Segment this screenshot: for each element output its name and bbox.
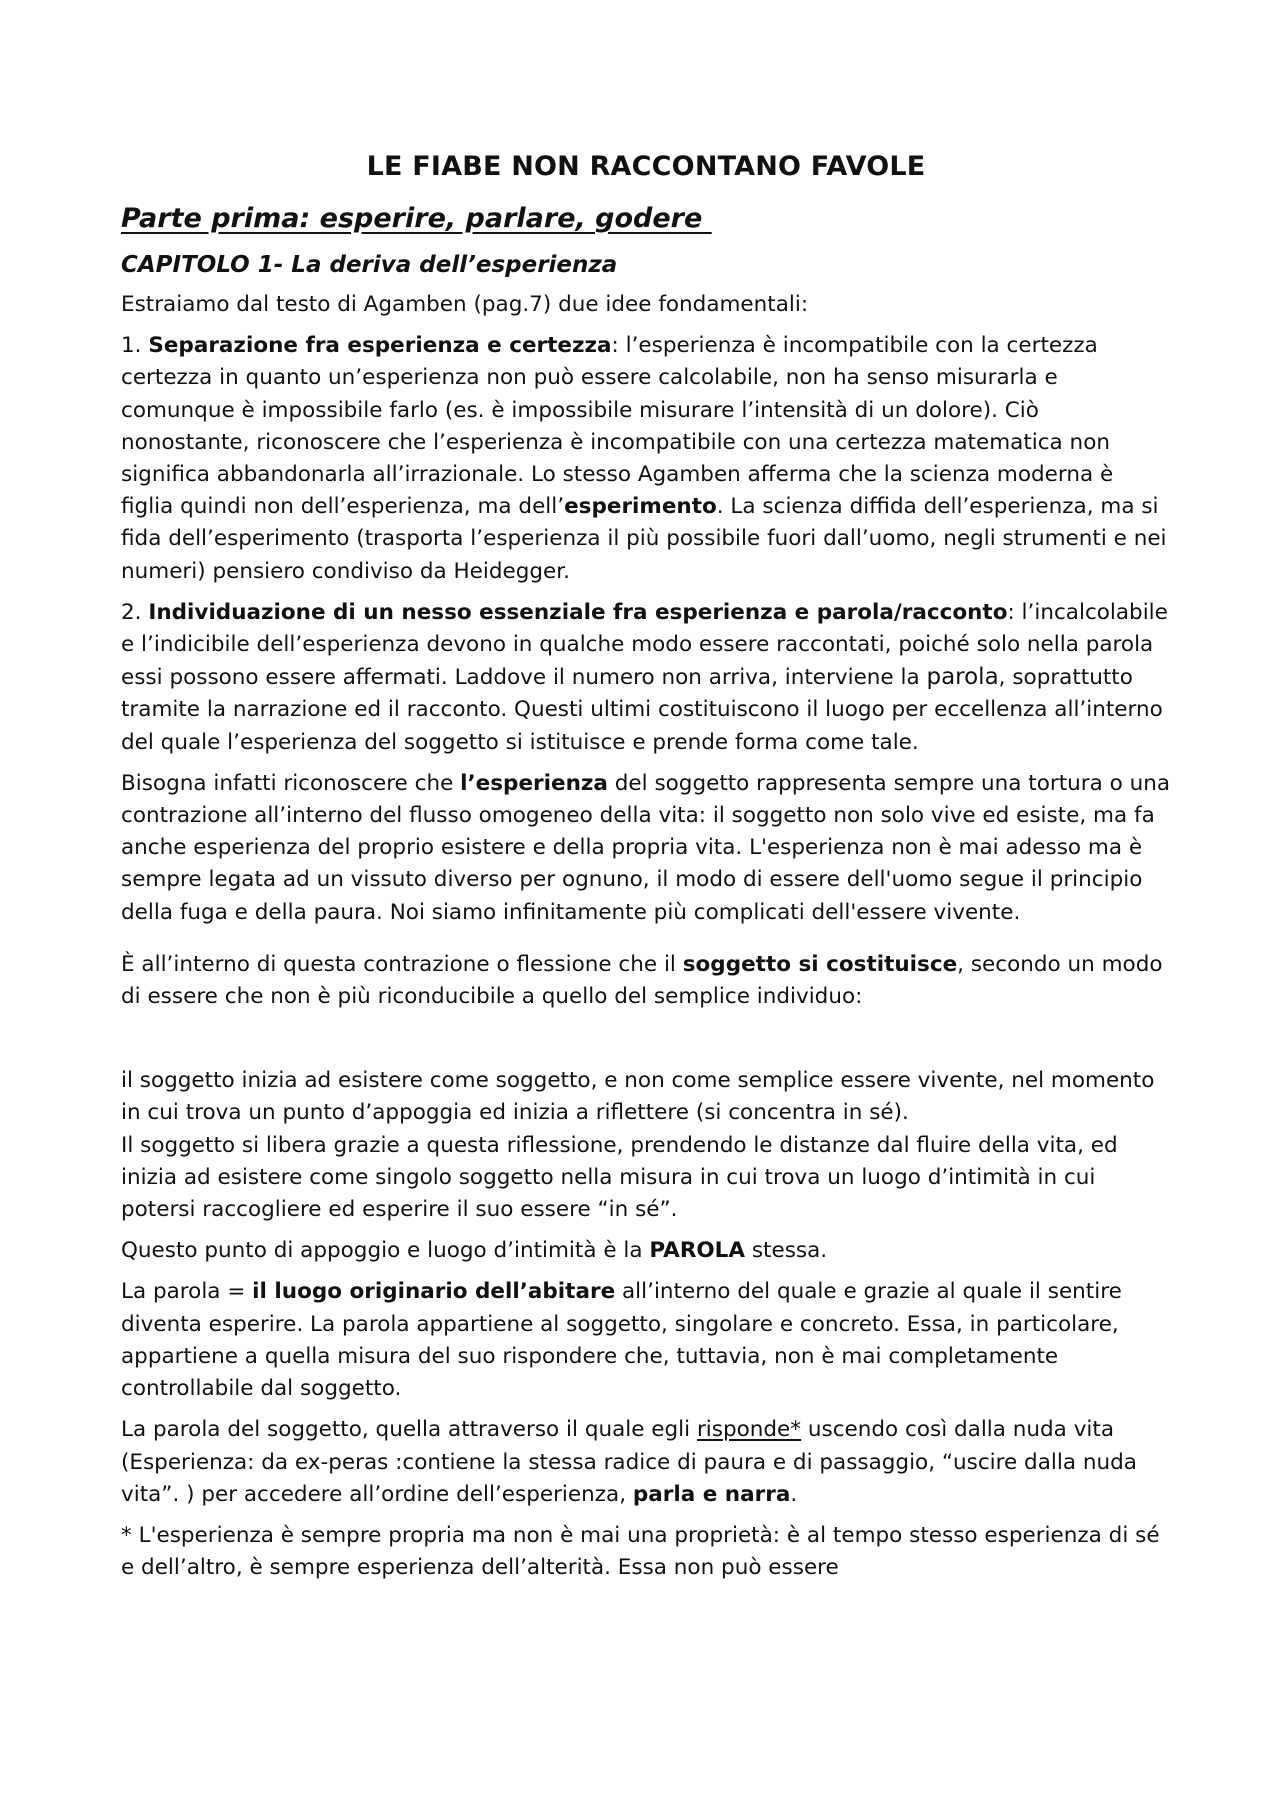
section-subtitle: [121, 200, 1171, 238]
paragraph-5: [121, 1065, 1171, 1226]
point-1-text-b: . La scienza diffida dell’esperienza, ma si fida dell’esperimento (trasporta l’esperienza il più possibile fuori dall’uomo, negli strumenti e nei numeri) pensiero condiviso da Heidegger.: [121, 494, 1167, 584]
paragraph-4-text-a: È all’interno di questa contrazione o flessione che il: [121, 951, 683, 977]
point-1-text-a: : l’esperienza è incompatibile con la certezza certezza in quanto un’esperienza non può essere calcolabile, non ha senso misurarla e comunque è impossibile farlo (es. è impossibile misurare l’intensità di un dolore). Ciò nonostante, riconoscere che l’esperienza è incompatibile con una certezza matematica non significa abbandonarla all’irrazionale. Lo stesso Agamben afferma che la scienza moderna è figlia quindi non dell’esperienza, ma dell’: [121, 333, 1114, 520]
point-2-keyword: parola: [926, 664, 999, 691]
paragraph-8-keyword: parla e narra: [632, 1481, 791, 1507]
paragraph-6: [121, 1235, 1171, 1267]
paragraph-7-text-a: La parola =: [121, 1279, 253, 1305]
paragraph-3-keyword: l’esperienza: [460, 770, 608, 796]
point-2-paragraph: [121, 597, 1171, 759]
point-2-text-a: : l’incalcolabile e l’indicibile dell’esperienza devono in qualche modo essere raccontati, poiché solo nella parola essi possono essere affermati. Laddove il numero non arriva, interviene la: [121, 599, 1168, 691]
point-2-number: 2.: [121, 599, 149, 625]
paragraph-8-text-a: La parola del soggetto, quella attraverso il quale egli: [121, 1417, 697, 1443]
paragraph-8-underlined: risponde*: [696, 1417, 802, 1443]
point-1-keyword: esperimento: [564, 494, 717, 520]
paragraph-6-keyword: PAROLA: [649, 1238, 745, 1264]
chapter-prefix: CAPITOLO 1: [121, 252, 274, 278]
intro-paragraph: Estraiamo dal testo di Agamben (pag.7) due idee fondamentali:: [121, 292, 809, 317]
paragraph-5-line-a: il soggetto inizia ad esistere come soggetto, e non come semplice essere vivente, nel momento in cui trova un punto d’appoggia ed inizia a riflettere (si concentra in sé).: [121, 1068, 1155, 1126]
point-1-heading: Separazione fra esperienza e certezza: [148, 333, 612, 359]
paragraph-5-line-b: Il soggetto si libera grazie a questa riflessione, prendendo le distanze dal fluire della vita, ed inizia ad esistere come singolo soggetto nella misura in cui trova un luogo d’intimità in cui potersi raccogliere ed esperire il suo essere “in sé”.: [121, 1132, 1118, 1223]
chapter-dash: -: [273, 252, 292, 278]
point-1-number: 1.: [121, 333, 149, 359]
paragraph-6-text-b: stessa.: [745, 1238, 828, 1264]
chapter-heading: [121, 248, 1171, 282]
paragraph-8: [121, 1414, 1171, 1511]
paragraph-3: [121, 768, 1171, 929]
paragraph-7: [121, 1276, 1171, 1405]
page-title: LE FIABE NON RACCONTANO FAVOLE: [366, 151, 926, 182]
footnote-paragraph: * L'esperienza è sempre propria ma non è mai una proprietà: è al tempo stesso esperienza di sé e dell’altro, è sempre esperienza dell’alterità. Essa non può essere: [121, 1522, 1160, 1581]
paragraph-3-text-a: Bisogna infatti riconoscere che: [121, 770, 461, 796]
document-body: [121, 148, 1171, 1584]
paragraph-4: [121, 949, 1171, 1013]
point-2-heading: Individuazione di un nesso essenziale fra esperienza e parola/racconto: [148, 599, 1008, 625]
paragraph-6-text-a: Questo punto di appoggio e luogo d’intimità è la: [121, 1238, 650, 1264]
point-1-paragraph: [121, 330, 1171, 588]
paragraph-4-keyword: soggetto si costituisce: [682, 951, 958, 977]
paragraph-8-text-c: .: [790, 1481, 798, 1507]
paragraph-7-text-b: all’interno del quale e grazie al quale il sentire diventa esperire. La parola appartiene al soggetto, singolare e concreto. Essa, in particolare, appartiene a quella misura del suo rispondere che, tuttavia, non è mai completamente controllabile dal soggetto.: [121, 1279, 1122, 1402]
paragraph-7-keyword: il luogo originario dell’abitare: [252, 1279, 616, 1305]
chapter-name: La deriva dell’esperienza: [291, 252, 618, 278]
paragraph-8-text-b: uscendo così dalla nuda vita (Esperienza: da ex-peras :contiene la stessa radice di paura e di passaggio, “uscire dalla nuda vita”. ) per accedere all’ordine dell’esperienza,: [121, 1417, 1137, 1507]
section-subtitle-text: Parte prima: esperire, parlare, godere: [121, 203, 712, 234]
point-2-text-b: , soprattutto tramite la narrazione ed il racconto. Questi ultimi costituiscono il luogo per eccellenza all’interno del quale l’esperienza del soggetto si istituisce e prende forma come tale.: [121, 665, 1163, 755]
paragraph-3-text-b: del soggetto rappresenta sempre una tortura o una contrazione all’interno del flusso omogeneo della vita: il soggetto non solo vive ed esiste, ma fa anche esperienza del proprio esistere e della propria vita. L'esperienza non è mai adesso ma è sempre legata ad un vissuto diverso per ognuno, il modo di essere dell'uomo segue il principio della fuga e della paura. Noi siamo infinitamente più complicati dell'essere vivente.: [121, 770, 1171, 925]
paragraph-4-text-b: , secondo un modo di essere che non è più riconducibile a quello del semplice individuo:: [121, 951, 1163, 1010]
